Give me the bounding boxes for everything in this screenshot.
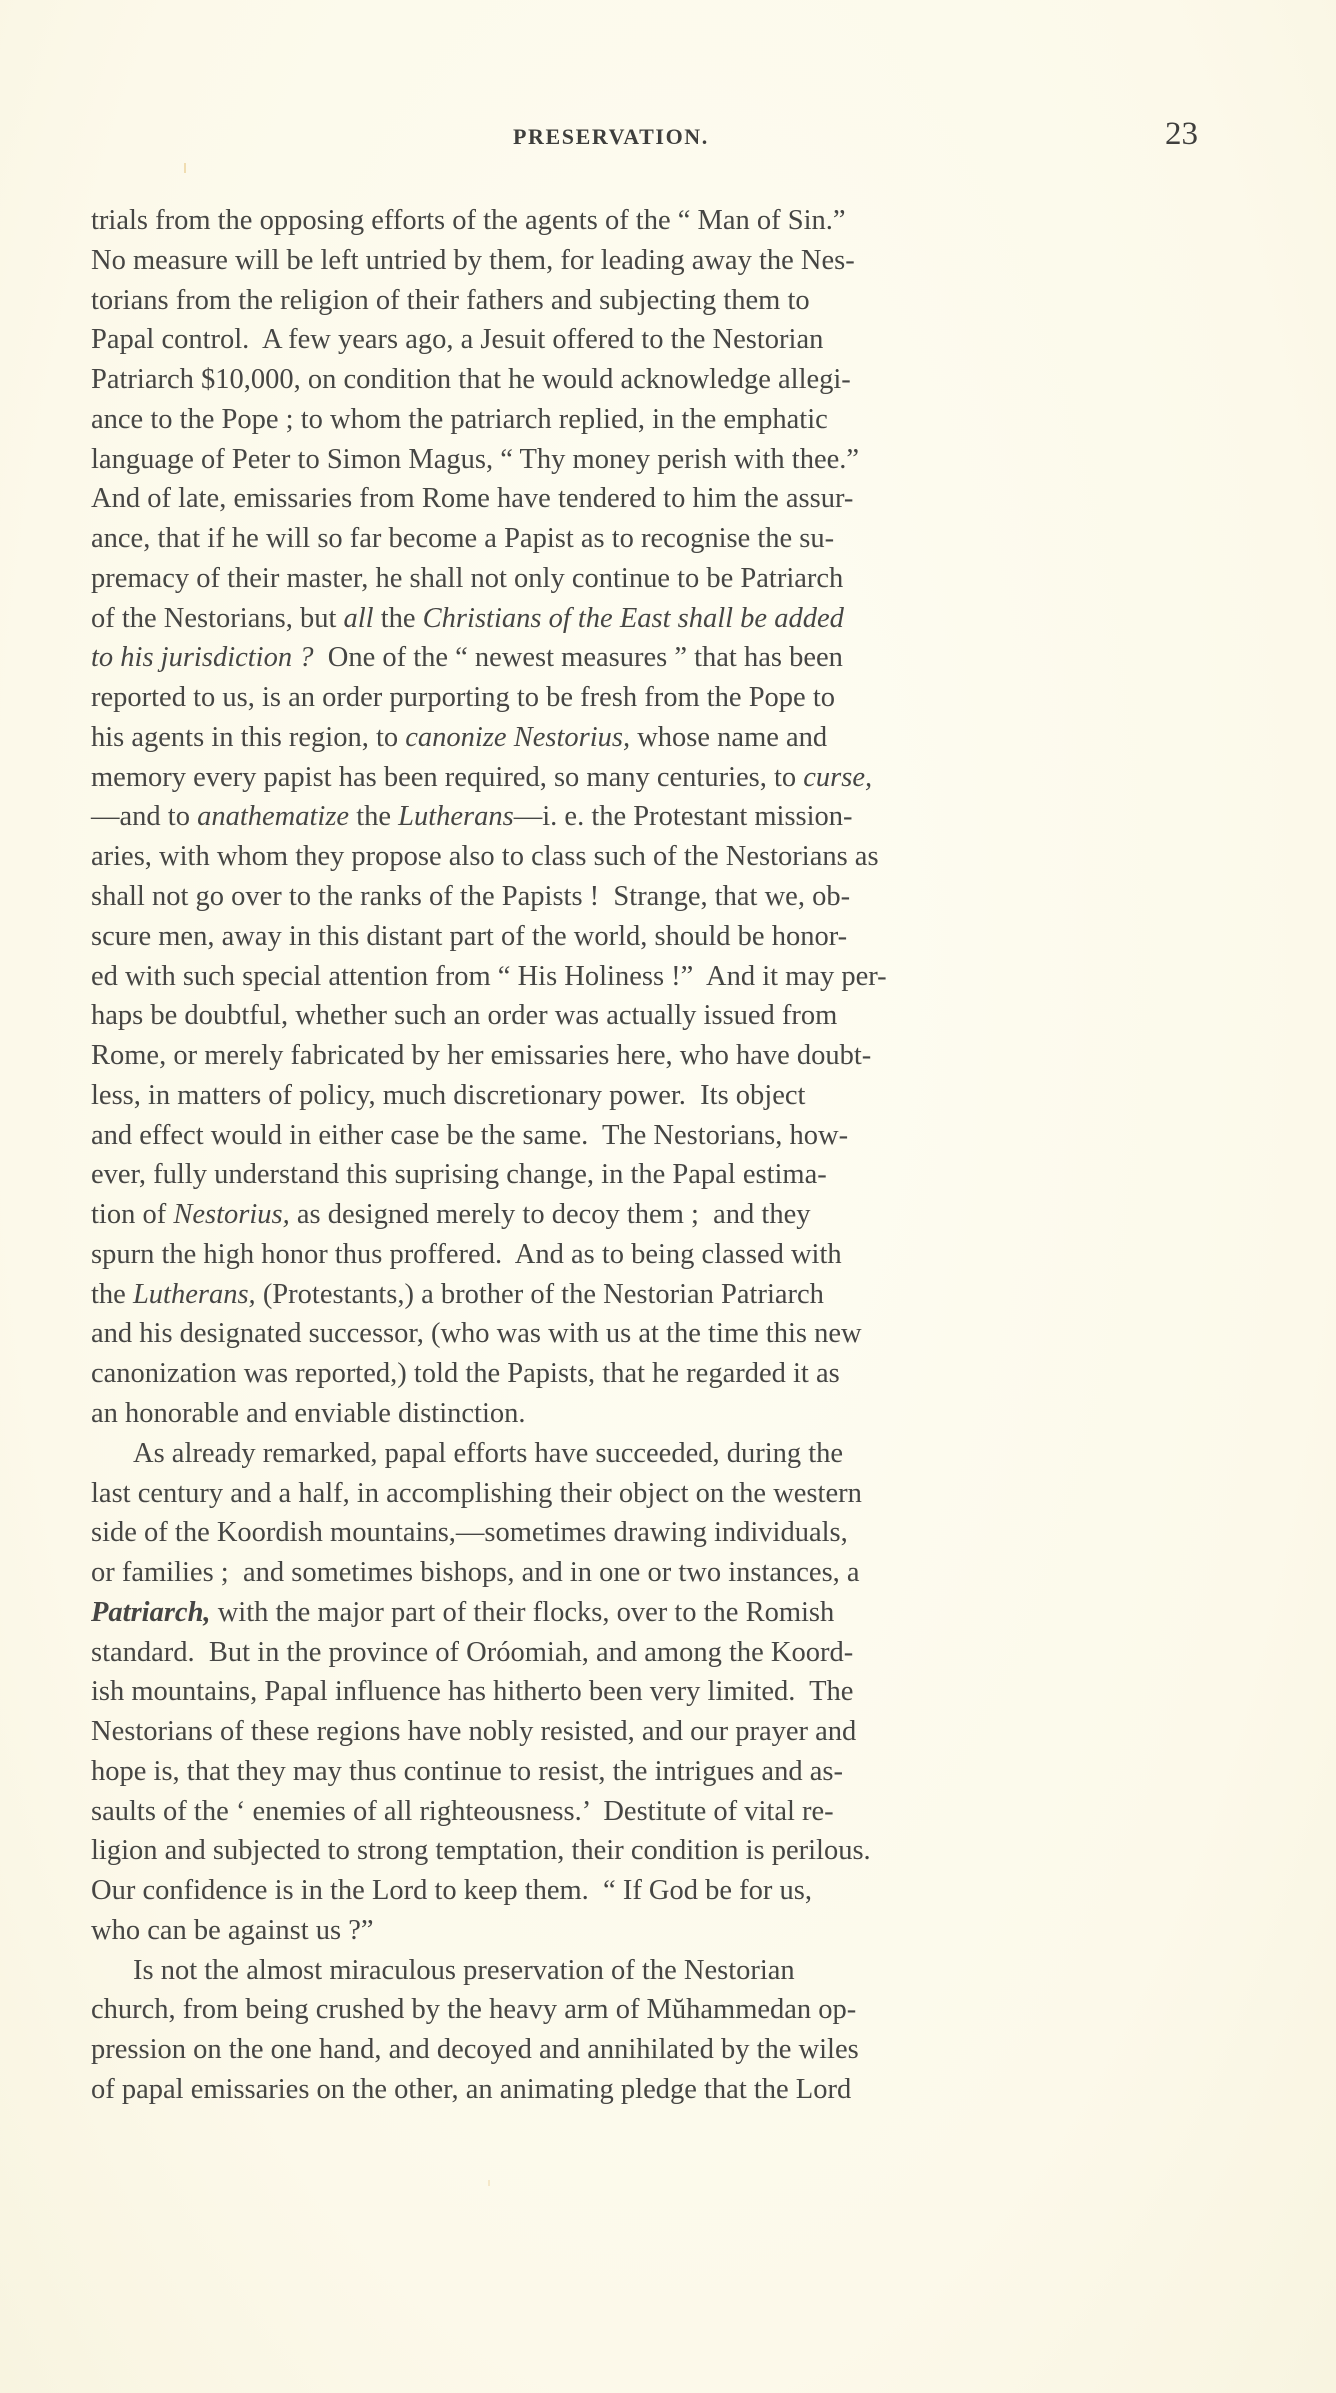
- text-line: [91, 996, 1198, 1036]
- text-line: [91, 281, 1198, 321]
- emphasis-text: anathematize: [197, 801, 350, 833]
- text-run: ligion and subjected to strong temptation, their condition is perilous.: [91, 1835, 871, 1867]
- paper-speck: [488, 2180, 490, 2186]
- text-run: church, from being crushed by the heavy arm of Mŭhammedan op-: [91, 1994, 857, 2026]
- text-run: ance to the Pope ; to whom the patriarch replied, in the emphatic: [91, 403, 828, 435]
- text-line: [91, 360, 1198, 400]
- emphasis-text: Lutherans,: [132, 1278, 256, 1310]
- text-run: memory every papist has been required, so many centuries, to: [91, 761, 804, 793]
- text-run: As already remarked, papal efforts have succeeded, during the: [133, 1437, 844, 1469]
- text-line: [91, 1076, 1198, 1116]
- text-run: (Protestants,) a brother of the Nestorian Patriarch: [255, 1278, 824, 1310]
- emphasis-text: all: [343, 602, 374, 634]
- text-line: [91, 1633, 1198, 1673]
- emphasis-text: curse,: [803, 761, 873, 793]
- text-line: [91, 1951, 1198, 1991]
- text-run: of papal emissaries on the other, an animating pledge that the Lord: [91, 2073, 852, 2105]
- text-line: [91, 758, 1198, 798]
- running-title: PRESERVATION.: [513, 124, 709, 149]
- text-line: [91, 1911, 1198, 1951]
- text-run: language of Peter to Simon Magus, “ Thy money perish with thee.”: [91, 443, 860, 475]
- text-line: [91, 1712, 1198, 1752]
- text-run: saults of the ‘ enemies of all righteousness.’ Destitute of vital re-: [91, 1795, 834, 1827]
- text-line: [91, 1434, 1198, 1474]
- text-line: [91, 638, 1198, 678]
- text-run: of the Nestorians, but: [91, 602, 344, 634]
- text-line: [91, 320, 1198, 360]
- text-line: [91, 1752, 1198, 1792]
- text-run: less, in matters of policy, much discretionary power. Its object: [91, 1079, 806, 1111]
- text-run: ever, fully understand this suprising change, in the Papal estima-: [91, 1159, 827, 1191]
- body-text: [91, 201, 1198, 2110]
- text-line: [91, 1394, 1198, 1434]
- text-line: [91, 1513, 1198, 1553]
- text-run: Is not the almost miraculous preservation of the Nestorian: [133, 1954, 795, 1986]
- text-line: [91, 1195, 1198, 1235]
- text-line: [91, 797, 1198, 837]
- text-run: ed with such special attention from “ His Holiness !” And it may per-: [91, 960, 887, 992]
- text-run: Our confidence is in the Lord to keep them. “ If God be for us,: [91, 1875, 812, 1907]
- text-line: [91, 479, 1198, 519]
- text-run: his agents in this region, to: [91, 721, 406, 753]
- text-line: [91, 1314, 1198, 1354]
- text-run: the: [349, 801, 399, 833]
- text-run: as designed merely to decoy them ; and they: [289, 1199, 811, 1231]
- text-run: scure men, away in this distant part of the world, should be honor-: [91, 920, 848, 952]
- text-line: [91, 1354, 1198, 1394]
- paper-speck: [184, 163, 186, 173]
- text-line: [91, 559, 1198, 599]
- text-run: Papal control. A few years ago, a Jesuit offered to the Nestorian: [91, 324, 824, 356]
- text-run: No measure will be left untried by them, for leading away the Nes-: [91, 244, 855, 276]
- text-line: [91, 1831, 1198, 1871]
- text-line: [91, 201, 1198, 241]
- text-line: [91, 1593, 1198, 1633]
- text-line: [91, 2030, 1198, 2070]
- text-run: premacy of their master, he shall not only continue to be Patriarch: [91, 562, 844, 594]
- text-line: [91, 957, 1198, 997]
- text-line: [91, 1553, 1198, 1593]
- text-line: [91, 400, 1198, 440]
- text-line: [91, 2070, 1198, 2110]
- text-run: And of late, emissaries from Rome have tendered to him the assur-: [91, 483, 854, 515]
- text-line: [91, 519, 1198, 559]
- text-run: hope is, that they may thus continue to resist, the intrigues and as-: [91, 1755, 843, 1787]
- text-line: [91, 917, 1198, 957]
- text-line: [91, 440, 1198, 480]
- text-line: [91, 1036, 1198, 1076]
- emphasis-text: Nestorius,: [173, 1199, 290, 1231]
- text-line: [91, 1672, 1198, 1712]
- text-line: [91, 1990, 1198, 2030]
- text-line: [91, 1474, 1198, 1514]
- text-line: [91, 1792, 1198, 1832]
- text-run: canonization was reported,) told the Papists, that he regarded it as: [91, 1358, 840, 1390]
- text-run: an honorable and enviable distinction.: [91, 1397, 526, 1429]
- text-run: ish mountains, Papal influence has hitherto been very limited. The: [91, 1676, 854, 1708]
- running-head: [91, 118, 1198, 158]
- text-run: tion of: [91, 1199, 174, 1231]
- text-line: [91, 718, 1198, 758]
- emphasis-text: Lutherans: [398, 801, 514, 833]
- text-run: shall not go over to the ranks of the Papists ! Strange, that we, ob-: [91, 881, 851, 913]
- text-line: [91, 599, 1198, 639]
- emphasis-text: canonize Nestorius,: [405, 721, 631, 753]
- text-run: torians from the religion of their fathers and subjecting them to: [91, 284, 810, 316]
- text-run: pression on the one hand, and decoyed and annihilated by the wiles: [91, 2034, 859, 2066]
- text-run: standard. But in the province of Oróomiah, and among the Koord-: [91, 1636, 854, 1668]
- text-run: or families ; and sometimes bishops, and in one or two instances, a: [91, 1557, 860, 1589]
- text-line: [91, 678, 1198, 718]
- text-run: ance, that if he will so far become a Papist as to recognise the su-: [91, 523, 835, 555]
- emphasis-text: to his jurisdiction ?: [91, 642, 314, 674]
- page-number: 23: [1165, 116, 1198, 152]
- text-run: last century and a half, in accomplishing their object on the western: [91, 1477, 862, 1509]
- text-line: [91, 837, 1198, 877]
- emphasis-text: Patriarch,: [91, 1596, 211, 1628]
- text-run: the: [91, 1278, 133, 1310]
- text-line: [91, 1155, 1198, 1195]
- text-line: [91, 1871, 1198, 1911]
- text-run: Patriarch $10,000, on condition that he would acknowledge allegi-: [91, 364, 851, 396]
- text-run: and effect would in either case be the same. The Nestorians, how-: [91, 1119, 849, 1151]
- text-run: spurn the high honor thus proffered. And as to being classed with: [91, 1238, 842, 1270]
- text-run: —and to: [91, 801, 198, 833]
- text-line: [91, 1235, 1198, 1275]
- text-run: whose name and: [630, 721, 828, 753]
- text-run: haps be doubtful, whether such an order was actually issued from: [91, 1000, 838, 1032]
- emphasis-text: Christians of the East shall be added: [422, 602, 844, 634]
- text-run: the: [373, 602, 423, 634]
- text-run: Nestorians of these regions have nobly resisted, and our prayer and: [91, 1716, 857, 1748]
- text-line: [91, 1275, 1198, 1315]
- text-line: [91, 1116, 1198, 1156]
- text-run: —i. e. the Protestant mission-: [513, 801, 853, 833]
- text-run: One of the “ newest measures ” that has been: [313, 642, 843, 674]
- text-run: and his designated successor, (who was with us at the time this new: [91, 1318, 862, 1350]
- text-run: trials from the opposing efforts of the agents of the “ Man of Sin.”: [91, 205, 846, 236]
- text-run: aries, with whom they propose also to class such of the Nestorians as: [91, 841, 879, 873]
- text-line: [91, 241, 1198, 281]
- text-line: [91, 877, 1198, 917]
- text-run: who can be against us ?”: [91, 1914, 374, 1946]
- text-run: with the major part of their flocks, over to the Romish: [210, 1596, 835, 1628]
- text-run: side of the Koordish mountains,—sometimes drawing individuals,: [91, 1517, 848, 1549]
- text-run: reported to us, is an order purporting to be fresh from the Pope to: [91, 682, 835, 714]
- text-run: Rome, or merely fabricated by her emissaries here, who have doubt-: [91, 1040, 872, 1072]
